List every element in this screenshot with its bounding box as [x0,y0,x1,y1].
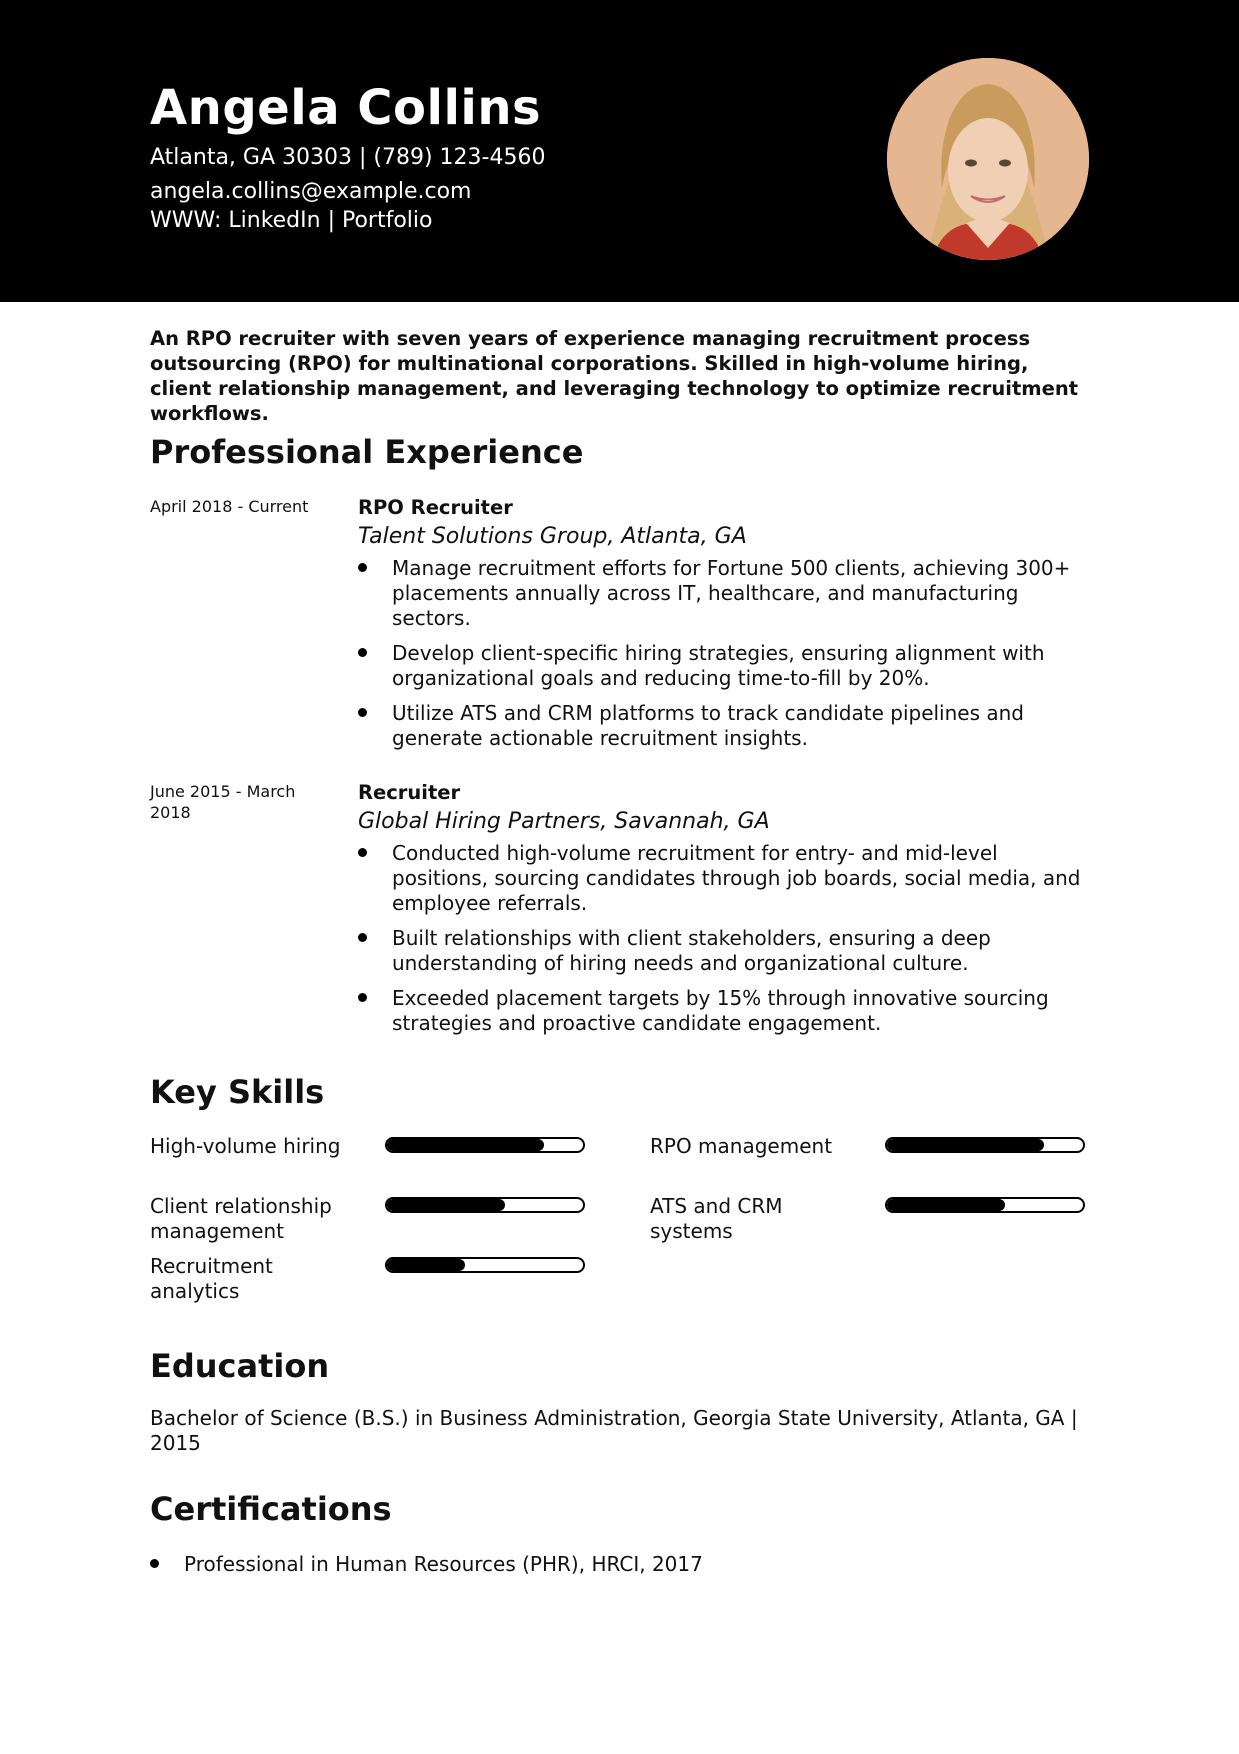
bullet-icon [358,648,367,657]
bullet-icon [358,708,367,717]
job-dates: April 2018 - Current [150,497,309,516]
skill-label: High-volume hiring [150,1134,341,1158]
skills-heading: Key Skills [150,1073,325,1111]
skill-level-bar [385,1257,585,1273]
bullet-icon [358,933,367,942]
certifications-heading: Certifications [150,1490,392,1528]
list-item [358,841,1090,916]
list-item [358,641,1090,691]
web-links[interactable]: WWW: LinkedIn | Portfolio [150,208,433,233]
candidate-name: Angela Collins [150,80,542,136]
skill-level-fill [887,1139,1044,1151]
bullet-text: Develop client-specific hiring strategies, ensuring alignment with organizational goals and reducing time-to-fill by 20%. [392,641,1045,690]
bullet-text: Utilize ATS and CRM platforms to track candidate pipelines and generate actionable recruitment insights. [392,701,1025,750]
bullet-icon [150,1559,159,1568]
job-details [358,496,1090,761]
bullet-icon [358,993,367,1002]
education-entry: Bachelor of Science (B.S.) in Business Administration, Georgia State University, Atlanta, GA | 2015 [150,1406,1078,1455]
portrait-icon [887,58,1089,260]
address-phone: Atlanta, GA 30303 | (789) 123-4560 [150,145,546,170]
list-item [358,701,1090,751]
professional-summary: An RPO recruiter with seven years of experience managing recruitment process outsourcing (RPO) for multinational corporations. Skilled in high-volume hiring, client relationship management, and leveraging technology to optimize recruitment workflows. [150,327,1079,425]
bullet-icon [358,563,367,572]
job-title: Recruiter [358,781,461,804]
job-bullets [358,841,1090,1036]
job-bullets [358,556,1090,751]
job-details [358,781,1090,1046]
skill-level-bar [885,1197,1085,1213]
skill-level-fill [387,1139,544,1151]
profile-photo [887,58,1089,260]
job-title: RPO Recruiter [358,496,513,519]
list-item [150,1552,1090,1577]
header-banner [0,0,1239,302]
skill-label: RPO management [650,1134,833,1158]
skill-label: Client relationship management [150,1194,332,1243]
certification-text: Professional in Human Resources (PHR), HRCI, 2017 [184,1552,703,1576]
list-item [358,556,1090,631]
skill-level-fill [387,1259,465,1271]
education-heading: Education [150,1347,330,1385]
skill-level-fill [387,1199,505,1211]
skill-level-bar [385,1137,585,1153]
bullet-text: Built relationships with client stakeholders, ensuring a deep understanding of hiring needs and organizational culture. [392,926,991,975]
skill-label: ATS and CRM systems [650,1194,783,1243]
bullet-text: Manage recruitment efforts for Fortune 500 clients, achieving 300+ placements annually across IT, healthcare, and manufacturing sectors. [392,556,1071,630]
job-company: Talent Solutions Group, Atlanta, GA [358,524,747,549]
job-company: Global Hiring Partners, Savannah, GA [358,809,770,834]
email-address[interactable]: angela.collins@example.com [150,179,472,204]
bullet-text: Conducted high-volume recruitment for entry- and mid-level positions, sourcing candidates through job boards, social media, and employee referrals. [392,841,1081,915]
bullet-icon [358,848,367,857]
skill-level-bar [385,1197,585,1213]
list-item [358,986,1090,1036]
bullet-text: Exceeded placement targets by 15% through innovative sourcing strategies and proactive candidate engagement. [392,986,1049,1035]
certification-list [150,1552,1090,1587]
list-item [358,926,1090,976]
experience-heading: Professional Experience [150,433,584,471]
skill-level-fill [887,1199,1005,1211]
skill-label: Recruitment analytics [150,1254,273,1303]
job-dates: June 2015 - March 2018 [150,782,296,822]
skill-level-bar [885,1137,1085,1153]
